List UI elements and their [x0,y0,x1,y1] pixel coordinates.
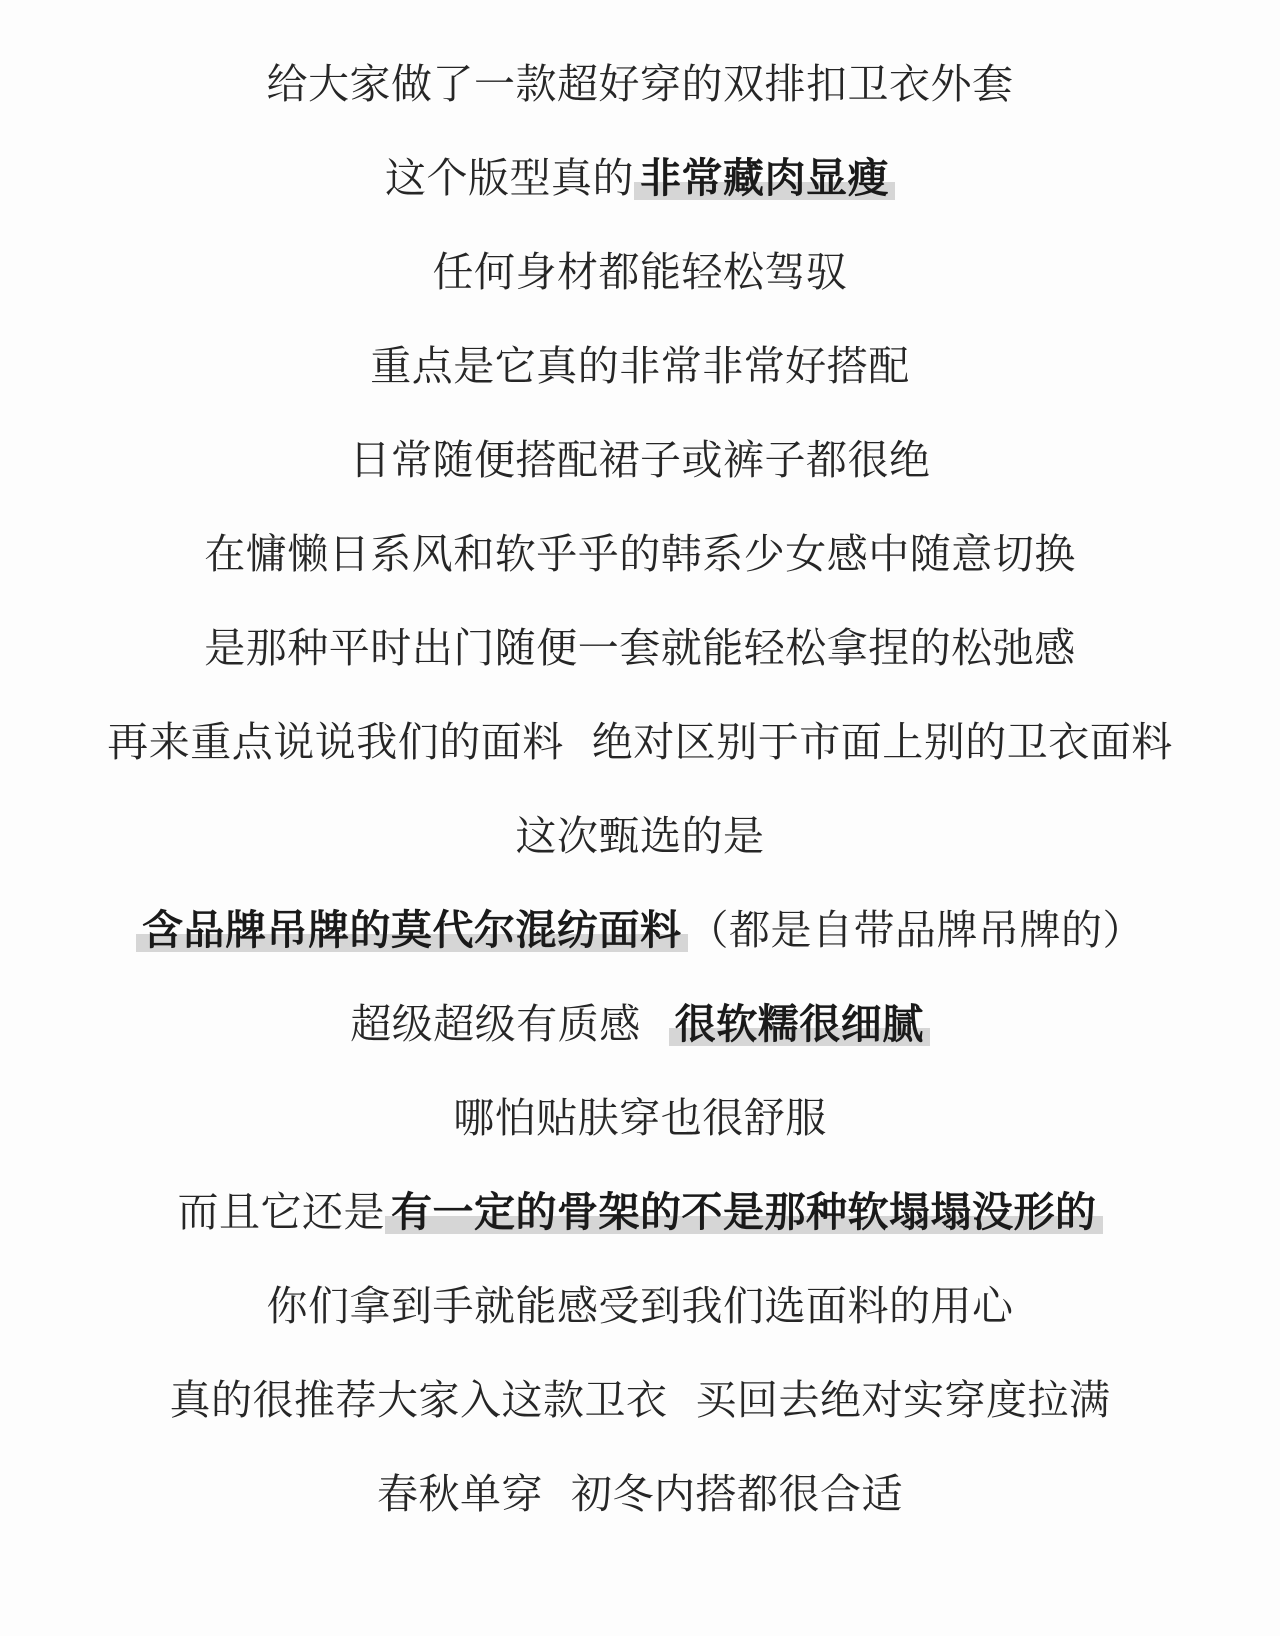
line-text: 重点是它真的非常非常好搭配 [370,342,910,390]
line-text: 再来重点说说我们的面料 [107,718,564,766]
line-text: 日常随便搭配裙子或裤子都很绝 [349,436,931,484]
text-line [0,714,1280,770]
line-text: 而且它还是 [177,1188,385,1236]
text-line [0,56,1280,112]
line-text: 买回去绝对实穿度拉满 [695,1376,1111,1424]
text-line [0,1466,1280,1522]
line-text: （都是自带品牌吊牌的） [687,906,1144,954]
text-line [0,338,1280,394]
text-line [0,432,1280,488]
line-text: 绝对区别于市面上别的卫衣面料 [591,718,1173,766]
text-line [0,808,1280,864]
highlighted-text: 非常藏肉显瘦 [634,154,895,202]
text-line [0,902,1280,958]
text-line [0,996,1280,1052]
line-text: 哪怕贴肤穿也很舒服 [453,1094,827,1142]
highlighted-text: 很软糯很细腻 [669,1000,930,1048]
text-line [0,244,1280,300]
line-text: 这个版型真的 [385,154,634,202]
line-text: 超级超级有质感 [350,1000,641,1048]
line-text: 初冬内搭都很合适 [571,1470,903,1518]
text-line [0,1090,1280,1146]
line-text: 真的很推荐大家入这款卫衣 [169,1376,668,1424]
line-text: 在慵懒日系风和软乎乎的韩系少女感中随意切换 [204,530,1076,578]
highlighted-text: 有一定的骨架的不是那种软塌塌没形的 [385,1188,1103,1236]
line-text: 任何身材都能轻松驾驭 [432,248,848,296]
line-text: 给大家做了一款超好穿的双排扣卫衣外套 [266,60,1014,108]
text-line [0,526,1280,582]
text-line [0,1184,1280,1240]
text-line [0,1372,1280,1428]
text-line [0,1278,1280,1334]
line-text: 这次甄选的是 [515,812,765,860]
text-line [0,620,1280,676]
line-text: 春秋单穿 [377,1470,543,1518]
line-text: 是那种平时出门随便一套就能轻松拿捏的松弛感 [204,624,1076,672]
line-text: 你们拿到手就能感受到我们选面料的用心 [266,1282,1014,1330]
text-line [0,150,1280,206]
highlighted-text: 含品牌吊牌的莫代尔混纺面料 [136,906,688,954]
